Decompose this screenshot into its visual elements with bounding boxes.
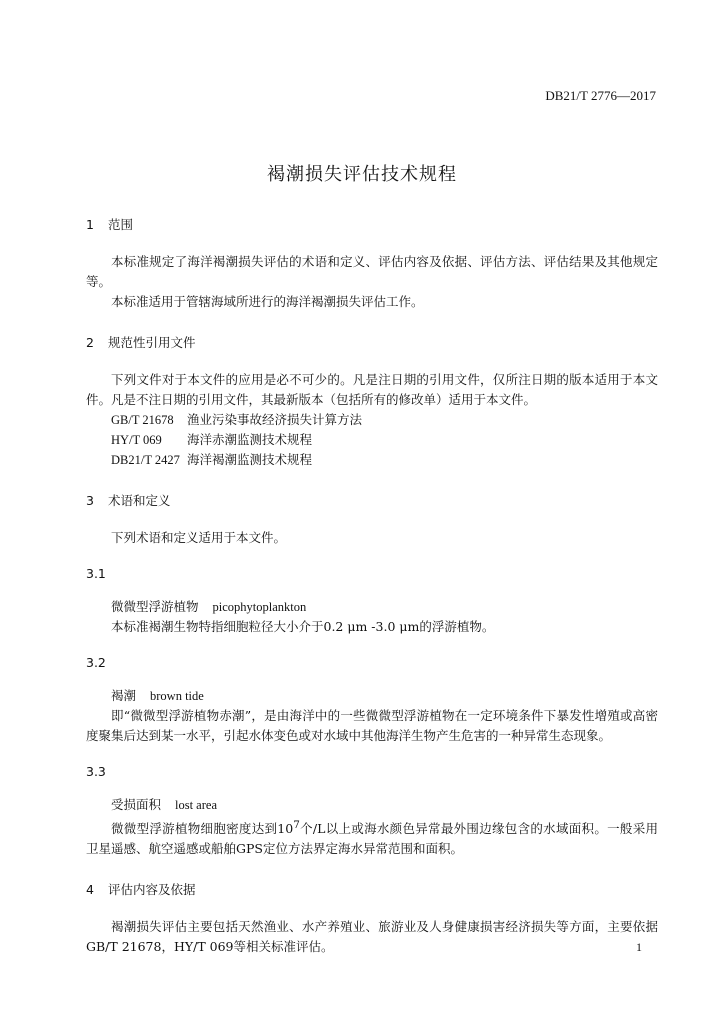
exponent: 7 <box>293 819 300 831</box>
section-number: 4 <box>86 882 94 898</box>
subclause-number: 3.2 <box>86 655 106 670</box>
reference-name: 海洋赤潮监测技术规程 <box>187 432 313 447</box>
term-english: brown tide <box>150 689 204 703</box>
section-title: 规范性引用文件 <box>107 335 196 350</box>
paragraph: 本标准规定了海洋褐潮损失评估的术语和定义、评估内容及依据、评估方法、评估结果及其他规定等。 <box>86 254 658 289</box>
section-number: 1 <box>86 217 94 232</box>
page-number: 1 <box>636 940 642 954</box>
term-entry <box>86 686 658 706</box>
section-number: 3 <box>86 493 94 508</box>
section-title: 范围 <box>107 217 133 232</box>
term-english: picophytoplankton <box>212 600 307 614</box>
term-entry <box>86 795 658 815</box>
section-heading-2 <box>86 334 658 352</box>
standard-code: DB21/T 2776—2017 <box>545 88 656 103</box>
term-entry <box>86 597 658 617</box>
section-heading-1 <box>86 216 658 234</box>
paragraph: 下列术语和定义适用于本文件。 <box>111 530 287 545</box>
term-definition <box>86 815 658 859</box>
term-chinese: 褐潮 <box>111 688 137 703</box>
reference-name: 海洋褐潮监测技术规程 <box>187 452 313 467</box>
section-number: 2 <box>86 335 94 350</box>
paragraph: 下列文件对于本文件的应用是必不可少的。凡是注日期的引用文件，仅所注日期的版本适用于本文件。凡是不注日期的引用文件，其最新版本（包括所有的修改单）适用于本文件。 <box>86 372 658 407</box>
document-body <box>86 216 658 957</box>
term-english: lost area <box>175 798 217 812</box>
reference-code: GB/T 21678 <box>111 413 174 427</box>
reference-code: DB21/T 2427 <box>111 453 180 467</box>
paragraph: 褐潮损失评估主要包括天然渔业、水产养殖业、旅游业及人身健康损害经济损失等方面，主要依据GB/T 21678，HY/T 069等相关标准评估。 <box>86 919 658 955</box>
section-title: 评估内容及依据 <box>107 882 196 898</box>
term-definition: 即“微微型浮游植物赤潮”，是由海洋中的一些微微型浮游植物在一定环境条件下暴发性增殖或高密度聚集后达到某一水平，引起水体变色或对水域中其他海洋生物产生危害的一种异常生态现象。 <box>86 708 658 743</box>
paragraph: 本标准适用于管辖海域所进行的海洋褐潮损失评估工作。 <box>111 294 424 309</box>
term-definition: 本标准褐潮生物特指细胞粒径大小介于0.2 μm -3.0 μm的浮游植物。 <box>111 619 495 634</box>
definition-text-post: 个/L以上或海水颜色异常最外围边缘包含的水域面积。一般采用卫星遥感、航空遥感或船舶GPS定位方法界定海水异常范围和面积。 <box>86 821 658 857</box>
term-chinese: 受损面积 <box>111 797 162 812</box>
reference-item <box>86 410 658 430</box>
reference-item <box>86 450 658 470</box>
reference-code: HY/T 069 <box>111 433 162 447</box>
subclause-number: 3.3 <box>86 764 106 779</box>
subclause-number: 3.1 <box>86 566 106 581</box>
section-heading-4 <box>86 881 658 899</box>
reference-name: 渔业污染事故经济损失计算方法 <box>187 412 363 427</box>
section-title: 术语和定义 <box>107 493 171 508</box>
definition-text-pre: 微微型浮游植物细胞密度达到10 <box>111 821 294 837</box>
document-title: 褐潮损失评估技术规程 <box>267 164 457 185</box>
section-heading-3 <box>86 492 658 510</box>
term-chinese: 微微型浮游植物 <box>111 599 199 614</box>
reference-item <box>86 430 658 450</box>
